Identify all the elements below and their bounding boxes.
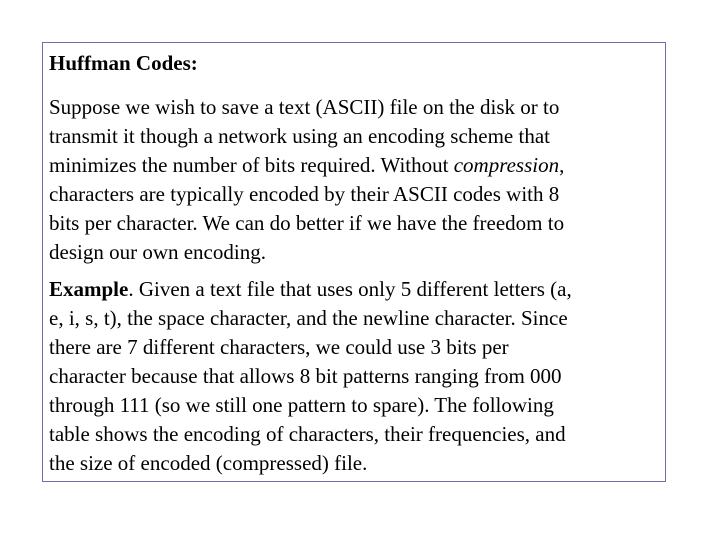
example-line-4: character because that allows 8 bit patterns ranging from 000 (49, 364, 562, 388)
intro-line-3 (49, 151, 665, 180)
intro-line-5: bits per character. We can do better if we have the freedom to (49, 211, 565, 235)
example-line-1-text: . Given a text file that uses only 5 different letters (a, (128, 277, 572, 301)
example-line-3: there are 7 different characters, we could use 3 bits per (49, 335, 509, 359)
intro-line-3-comma: , (559, 153, 565, 177)
example-paragraph (49, 275, 665, 478)
heading: Huffman Codes: (49, 51, 198, 75)
text-box (42, 42, 666, 482)
example-line-2: e, i, s, t), the space character, and the newline character. Since (49, 306, 568, 330)
example-label: Example (49, 277, 129, 301)
intro-line-1: Suppose we wish to save a text (ASCII) file on the disk or to (49, 95, 560, 119)
compression-term: compression (453, 153, 560, 177)
intro-line-2: transmit it though a network using an encoding scheme that (49, 124, 550, 148)
example-line-6: table shows the encoding of characters, their frequencies, and (49, 422, 566, 446)
intro-paragraph (49, 93, 665, 267)
intro-line-6: design our own encoding. (49, 240, 266, 264)
example-line-5: through 111 (so we still one pattern to spare). The following (49, 393, 554, 417)
example-line-1 (49, 275, 665, 304)
intro-line-4: characters are typically encoded by their ASCII codes with 8 (49, 182, 560, 206)
example-line-7: the size of encoded (compressed) file. (49, 451, 368, 475)
intro-line-3-text: minimizes the number of bits required. Without (49, 153, 454, 177)
